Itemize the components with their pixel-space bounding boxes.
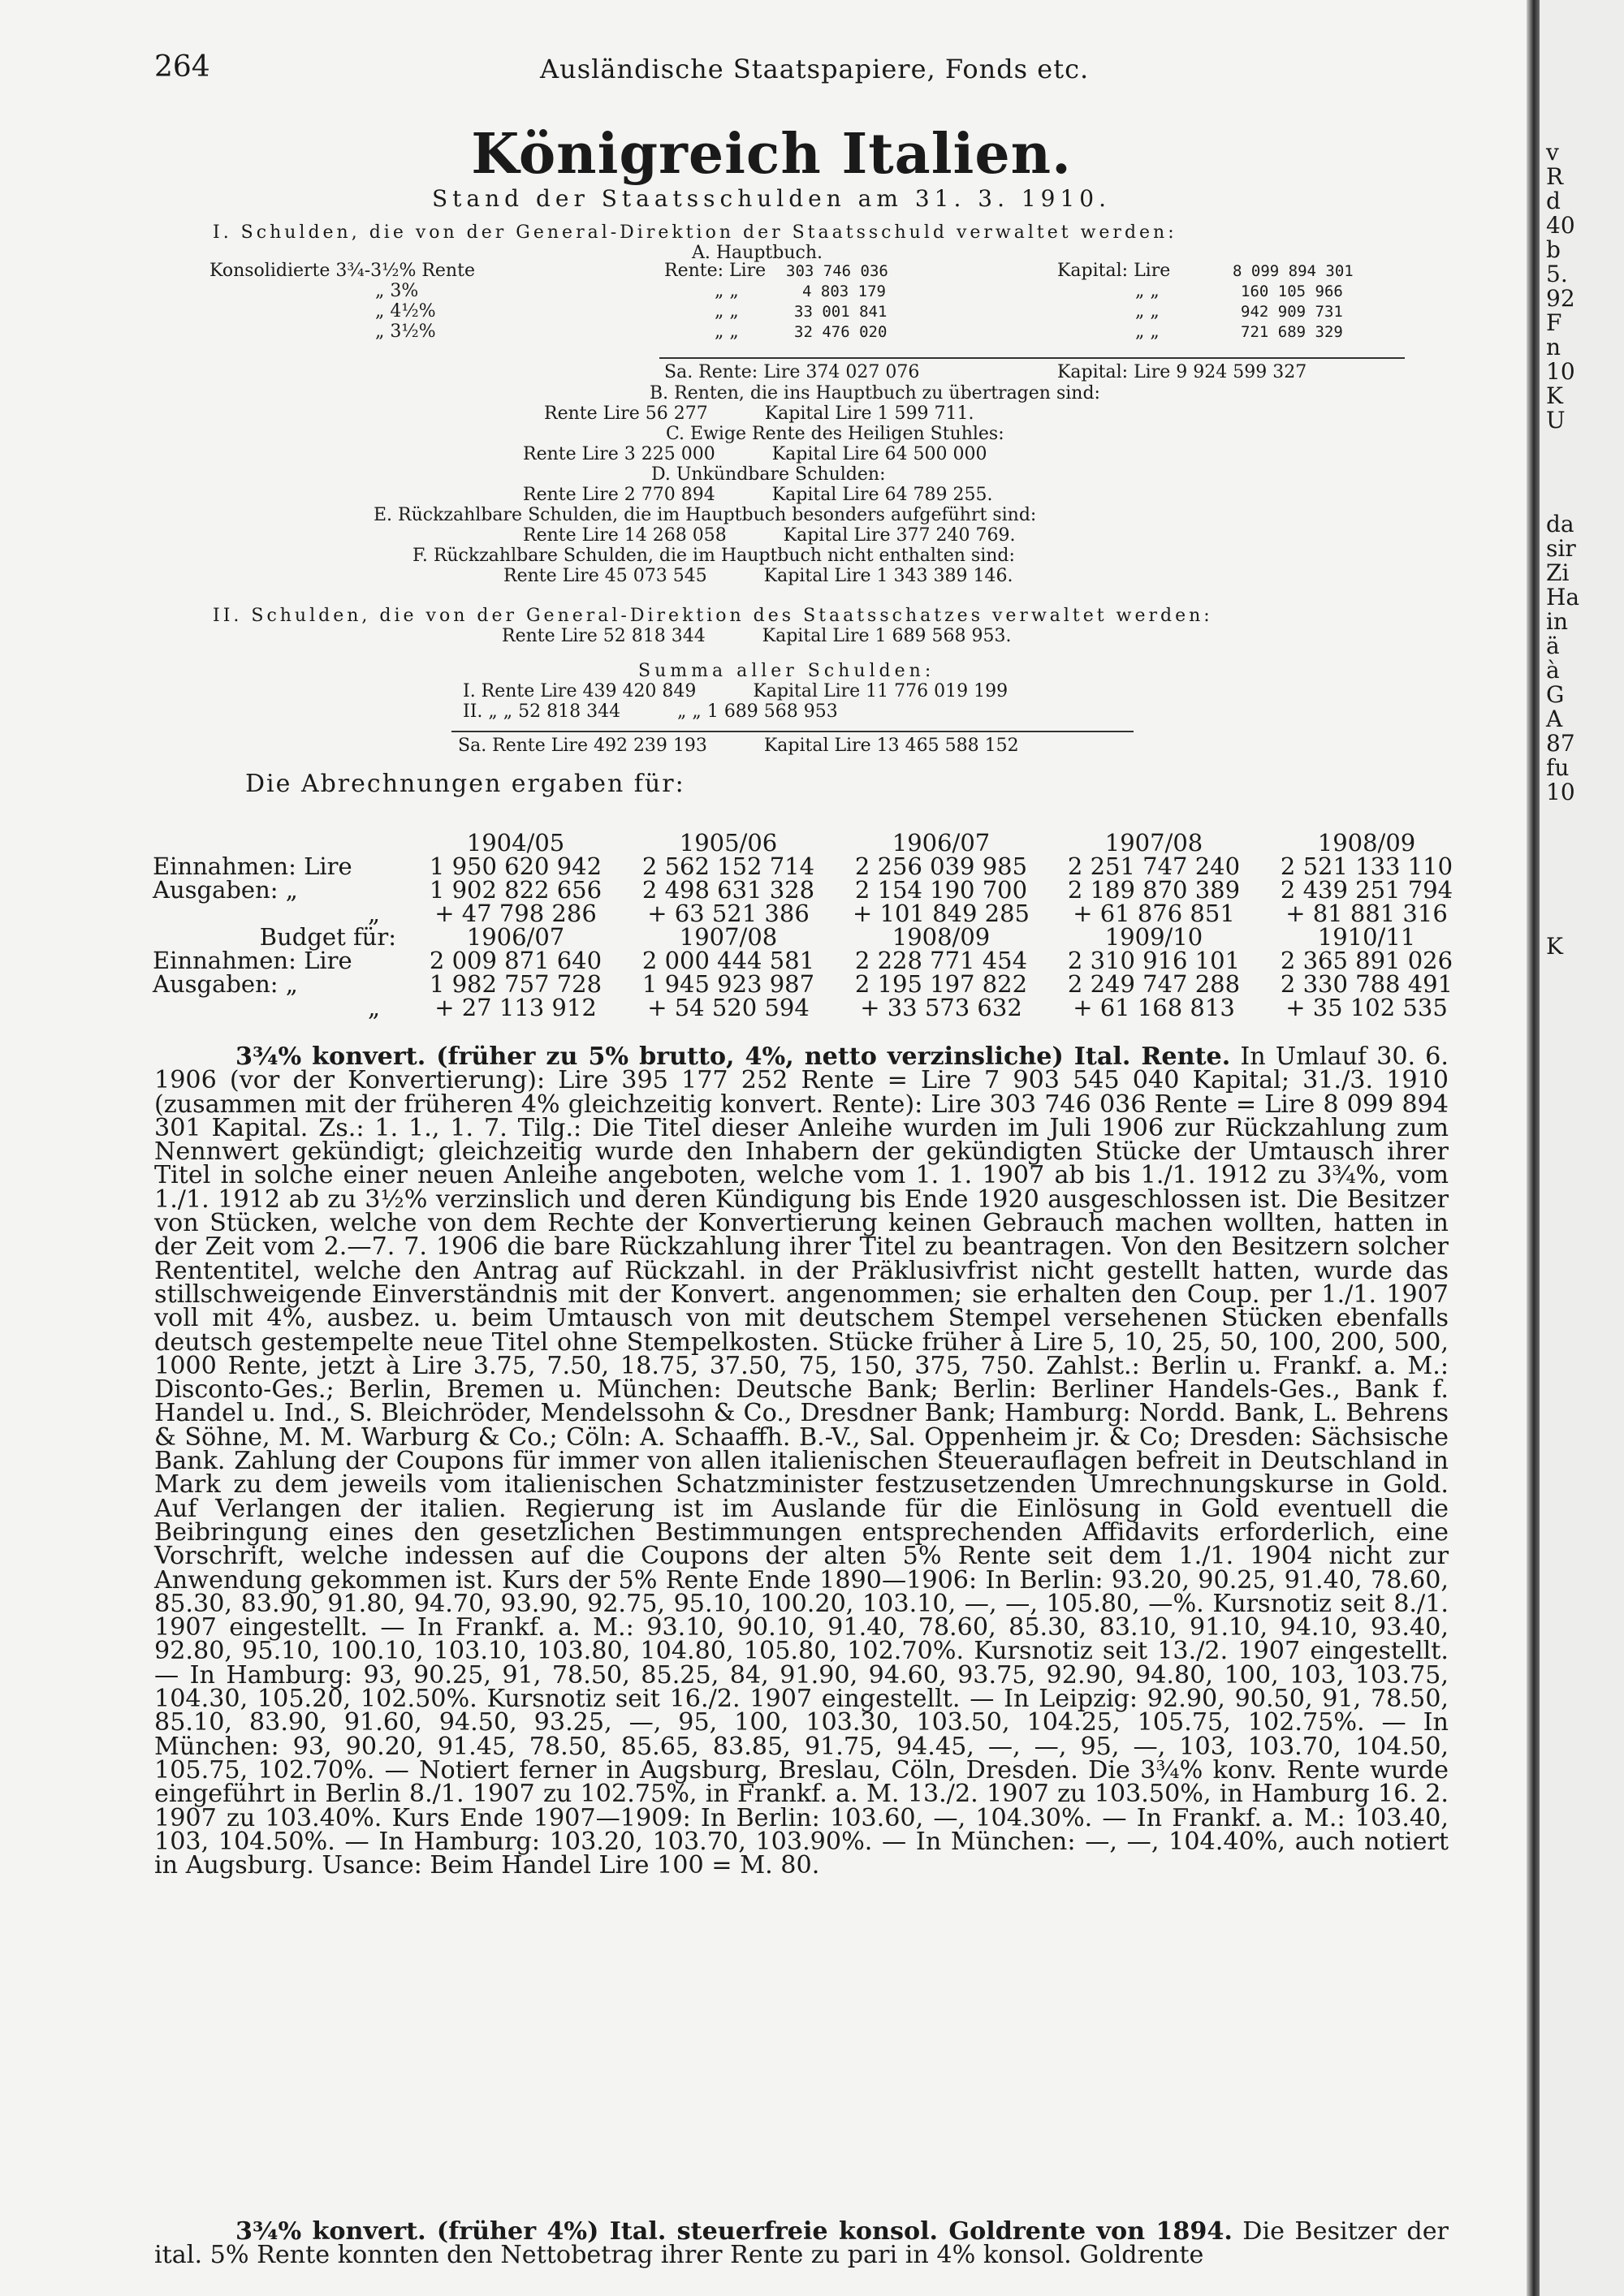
margin-fragment: G [1546,681,1565,708]
article-rente-3-4 [154,1042,1449,1880]
article-heading: 3¾% konvert. (früher zu 5% brutto, 4%, netto verzinsliche) Ital. Rente. [235,1042,1231,1071]
margin-fragment: in [1546,608,1568,635]
table-cell: + 47 798 286 [434,900,597,927]
table-cell: Ausgaben: „ [153,876,298,904]
debt-line: B. Renten, die ins Hauptbuch zu übertragen sind: [650,383,1100,404]
table-cell: 1907/08 [1104,829,1203,857]
konsol-rente: 32 476 020 [794,323,888,341]
debt-line: Rente Lire 14 268 058 Kapital Lire 377 240 769. [523,525,1016,546]
debt-section-2: II. Schulden, die von der General-Direktion des Staatsschatzes verwaltet werden: [213,606,1213,626]
table-cell: + 61 876 851 [1073,900,1235,927]
table-cell: 2 000 444 581 [641,947,815,974]
article-heading: 3¾% konvert. (früher 4%) Ital. steuerfreie konsol. Goldrente von 1894. [235,2217,1233,2246]
debt-section-1: I. Schulden, die von der General-Direktion der Staatsschuld verwaltet werden: [213,222,1177,243]
margin-fragment: à [1546,657,1560,684]
table-cell: 1 902 822 656 [429,876,603,904]
konsol-rente-label: Rente: Lire [664,261,767,281]
margin-fragment: U [1546,407,1566,434]
page-subtitle: Stand der Staatsschulden am 31. 3. 1910. [431,185,1112,212]
konsol-kapital: 160 105 966 [1241,283,1343,300]
margin-fragment: 10 [1546,779,1575,805]
table-cell: 2 189 870 389 [1067,876,1241,904]
debt-line: Rente Lire 2 770 894 Kapital Lire 64 789 255. [523,485,993,505]
margin-fragment: 87 [1546,730,1575,757]
table-cell: + 27 113 912 [434,994,597,1021]
margin-fragment: d [1546,188,1561,214]
table-cell: + 54 520 594 [647,994,810,1021]
margin-fragment: A [1546,706,1563,732]
table-row [153,996,1473,1020]
table-cell: 1 950 620 942 [429,852,603,880]
konsol-rente: 303 746 036 [786,262,888,280]
table-cell: 2 310 916 101 [1067,947,1241,974]
konsol-kapital-label: „ „ [1135,322,1160,342]
table-cell: 1908/09 [892,923,991,951]
accounts-intro: Die Abrechnungen ergaben für: [245,770,685,798]
konsol-label: „ 3% [375,281,419,301]
table-cell: 1 982 757 728 [429,970,603,998]
margin-fragment: K [1546,382,1563,409]
table-cell: 2 498 631 328 [641,876,815,904]
margin-fragment: 92 [1546,285,1575,312]
sum-rente: Sa. Rente: Lire 374 027 076 [664,362,920,382]
margin-fragment: 5. [1546,261,1568,287]
margin-fragment: v [1546,139,1559,166]
margin-fragment: ä [1546,632,1560,659]
debt-line: E. Rückzahlbare Schulden, die im Hauptbuch besonders aufgeführt sind: [374,505,1037,525]
table-row [153,878,1473,902]
debt-line: D. Unkündbare Schulden: [651,464,886,485]
table-row [153,855,1473,878]
margin-fragment: 10 [1546,358,1575,385]
book-gutter [1527,0,1540,2296]
konsol-kapital-label: „ „ [1135,301,1160,322]
total-line: Sa. Rente Lire 492 239 193 Kapital Lire 13 465 588 152 [458,736,1019,756]
sum-rule [659,357,1405,359]
margin-fragment: F [1546,309,1562,336]
konsol-kapital-label: „ „ [1135,281,1160,301]
table-cell: Ausgaben: „ [153,970,298,998]
table-cell: Einnahmen: Lire [153,947,352,974]
margin-fragment: sir [1546,535,1576,562]
article-body: Die Besitzer der ital. 5% Rente konnten den Nettobetrag ihrer Rente zu pari in 4% konsol. Goldrente [154,2217,1449,2270]
table-cell: 2 439 251 794 [1280,876,1453,904]
margin-fragment: b [1546,236,1561,263]
table-cell: 1910/11 [1317,923,1416,951]
debt-line: F. Rückzahlbare Schulden, die im Hauptbuch nicht enthalten sind: [412,546,1015,566]
table-cell: 1906/07 [466,923,565,951]
table-cell: 2 228 771 454 [854,947,1028,974]
debt-line: Rente Lire 3 225 000 Kapital Lire 64 500 000 [523,444,987,464]
konsol-kapital: 942 909 731 [1241,303,1343,321]
table-cell: 1905/06 [679,829,778,857]
table-row [153,949,1473,973]
konsol-rente: 4 803 179 [802,283,886,300]
table-cell: 1907/08 [679,923,778,951]
accounts-table [153,831,1473,1020]
konsol-label: Konsolidierte 3¾-3½% Rente [209,261,475,281]
table-cell: 2 009 871 640 [429,947,603,974]
summa-line: II. „ „ 52 818 344 „ „ 1 689 568 953 [463,701,838,722]
table-cell: + 81 881 316 [1285,900,1448,927]
article-goldrente-1894 [154,2217,1449,2270]
konsol-rente-label: „ „ [715,281,739,301]
table-cell: 2 195 197 822 [854,970,1028,998]
running-title: Ausländische Staatspapiere, Fonds etc. [540,54,1090,84]
table-cell: „ [367,900,380,927]
margin-fragment: fu [1546,754,1570,781]
konsol-kapital: 721 689 329 [1241,323,1343,341]
summa-heading: Summa aller Schulden: [638,661,935,681]
margin-fragment: n [1546,334,1561,360]
konsol-label: „ 4½% [375,301,436,322]
table-cell: 2 521 133 110 [1280,852,1453,880]
table-cell: + 35 102 535 [1285,994,1448,1021]
table-cell: 2 365 891 026 [1280,947,1453,974]
debt-line: C. Ewige Rente des Heiligen Stuhles: [666,424,1004,444]
debt-line: Rente Lire 45 073 545 Kapital Lire 1 343 389 146. [503,566,1013,586]
margin-fragment: da [1546,511,1574,537]
table-cell: 2 562 152 714 [641,852,815,880]
table-cell: + 101 849 285 [852,900,1030,927]
debt-heading-a: A. Hauptbuch. [692,243,823,263]
konsol-label: „ 3½% [375,322,436,342]
konsol-rente: 33 001 841 [794,303,888,321]
table-row [153,973,1473,996]
margin-fragment: 40 [1546,212,1575,239]
konsol-rente-label: „ „ [715,322,739,342]
table-row [153,831,1473,855]
table-cell [153,831,409,855]
margin-fragment: Ha [1546,584,1580,611]
margin-fragment: Zi [1546,559,1570,586]
article-body: In Umlauf 30. 6. 1906 (vor der Konvertierung): Lire 395 177 252 Rente = Lire 7 903 545 040 Kapital; 31./3. 1910 (zusammen mit der früheren 4% gleichzeitig konvert. Rente): Lire 303 746 036 Rente = Lire 8 099 894 301 Kapital. Zs.: 1. 1., 1. 7. Tilg.: Die Titel dieser Anleihe wurden im Juli 1906 zur Rückzahlung zum Nennwert gekündigt; gleichzeitig wurde den Inhabern der gekündigten Stücke der Umtausch ihrer Titel in solche einer neuen Anleihe angeboten, welche vom 1. 1. 1907 ab bis 1./1. 1912 zu 3¾%, vom 1./1. 1912 ab zu 3½% verzinslich und deren Kündigung bis Ende 1920 ausgeschlossen ist. Die Besitzer von Stücken, welche von dem Rechte der Konvertierung keinen Gebrauch machen wollten, hatten in der Zeit vom 2.—7. 7. 1906 die bare Rückzahlung ihrer Titel zu beantragen. Von den Besitzern solcher Rententitel, welche den Antrag auf Rückzahl. in der Präklusivfrist nicht gestellt hatten, wurde das stillschweigende Einverständnis mit der Konvert. angenommen; sie erhalten den Coup. per 1./1. 1907 voll mit 4%, ausbez. u. beim Umtausch von mit deutschem Stempel versehenen Stücken ebenfalls deutsch gestempelte neue Titel ohne Stempelkosten. Stücke früher à Lire 5, 10, 25, 50, 100, 200, 500, 1000 Rente, jetzt à Lire 3.75, 7.50, 18.75, 37.50, 75, 150, 375, 750. Zahlst.: Berlin u. Frankf. a. M.: Disconto-Ges.; Berlin, Bremen u. München: Deutsche Bank; Berlin: Berliner Handels-Ges., Bank f. Handel u. Ind., S. Bleichröder, Mendelssohn & Co., Dresdner Bank; Hamburg: Nordd. Bank, L. Behrens & Söhne, M. M. Warburg & Co.; Cöln: A. Schaaffh. B.-V., Sal. Oppenheim jr. & Co; Dresden: Sächsische Bank. Zahlung der Coupons für immer von allen italienischen Steuerauflagen befreit in Deutschland in Mark zu dem jeweils vom italienischen Schatzminister festzusetzenden Umrechnungskurse in Gold. Auf Verlangen der italien. Regierung ist im Auslande für die Einlösung in Gold eventuell die Beibringung eines den gesetzlichen Bestimmungen entsprechenden Affidavits erforderlich, eine Vorschrift, welche indessen auf die Coupons der alten 5% Rente seit dem 1./1. 1904 nicht zur Anwendung gekommen ist. Kurs der 5% Rente Ende 1890—1906: In Berlin: 93.20, 90.25, 91.40, 78.60, 85.30, 83.90, 91.80, 94.70, 93.90, 92.75, 95.10, 100.20, 103.10, —, —, 105.80, —%. Kursnotiz seit 8./1. 1907 eingestellt. — In Frankf. a. M.: 93.10, 90.10, 91.40, 78.60, 85.30, 83.10, 91.10, 94.10, 93.40, 92.80, 95.10, 100.10, 103.10, 103.80, 104.80, 105.80, 102.70%. Kursnotiz seit 13./2. 1907 eingestellt. — In Hamburg: 93, 90.25, 91, 78.50, 85.25, 84, 91.90, 94.60, 93.75, 92.90, 94.80, 100, 103, 103.75, 104.30, 105.20, 102.50%. Kursnotiz seit 16./2. 1907 eingestellt. — In Leipzig: 92.90, 90.50, 91, 78.50, 85.10, 83.90, 91.60, 94.50, 93.25, —, 95, 100, 103.30, 103.50, 104.25, 105.75, 102.75%. — In München: 93, 90.20, 91.45, 78.50, 85.65, 83.85, 91.75, 94.45, —, —, 95, —, 103, 103.70, 104.50, 105.75, 102.70%. — Notiert ferner in Augsburg, Breslau, Cöln, Dresden. Die 3¾% konv. Rente wurde eingeführt in Berlin 8./1. 1907 zu 102.75%, in Frankf. a. M. 13./2. 1907 zu 103.50%, in Hamburg 16. 2. 1907 zu 103.40%. Kurs Ende 1907—1909: In Berlin: 103.60, —, 104.30%. — In Frankf. a. M.: 103.40, 103, 104.50%. — In Hamburg: 103.20, 103.70, 103.90%. — In München: —, —, 104.40%, auch notiert in Augsburg. Usance: Beim Handel Lire 100 = M. 80. [154,1042,1449,1880]
summa-line: I. Rente Lire 439 420 849 Kapital Lire 11 776 019 199 [463,681,1009,701]
sum-kapital: Kapital: Lire 9 924 599 327 [1057,362,1307,382]
table-cell: 1909/10 [1104,923,1203,951]
table-cell: 2 251 747 240 [1067,852,1241,880]
table-cell: 2 256 039 985 [854,852,1028,880]
table-cell: + 33 573 632 [860,994,1022,1021]
table-cell: 2 249 747 288 [1067,970,1241,998]
table-cell: Einnahmen: Lire [153,852,352,880]
page-title: Königreich Italien. [471,122,1072,187]
page-number: 264 [154,50,210,84]
konsol-rente-label: „ „ [715,301,739,322]
margin-fragment: R [1546,163,1564,190]
debt-line: Rente Lire 56 277 Kapital Lire 1 599 711. [544,404,974,424]
adjacent-page-edge [1540,0,1624,2296]
table-cell: „ [367,994,380,1021]
table-cell: Budget für: [259,923,396,951]
table-cell: 1 945 923 987 [641,970,815,998]
table-row [153,926,1473,949]
table-cell: 1908/09 [1317,829,1416,857]
table-row [153,902,1473,926]
total-rule [451,731,1134,732]
table-cell: 1904/05 [466,829,565,857]
debt-section-2-line: Rente Lire 52 818 344 Kapital Lire 1 689 568 953. [502,626,1012,646]
margin-fragment: K [1546,933,1563,960]
konsol-kapital: 8 099 894 301 [1233,262,1354,280]
table-cell: + 63 521 386 [647,900,810,927]
table-cell: 2 154 190 700 [854,876,1028,904]
table-cell: + 61 168 813 [1073,994,1235,1021]
table-cell: 1906/07 [892,829,991,857]
table-cell: 2 330 788 491 [1280,970,1453,998]
konsol-kapital-label: Kapital: Lire [1057,261,1171,281]
